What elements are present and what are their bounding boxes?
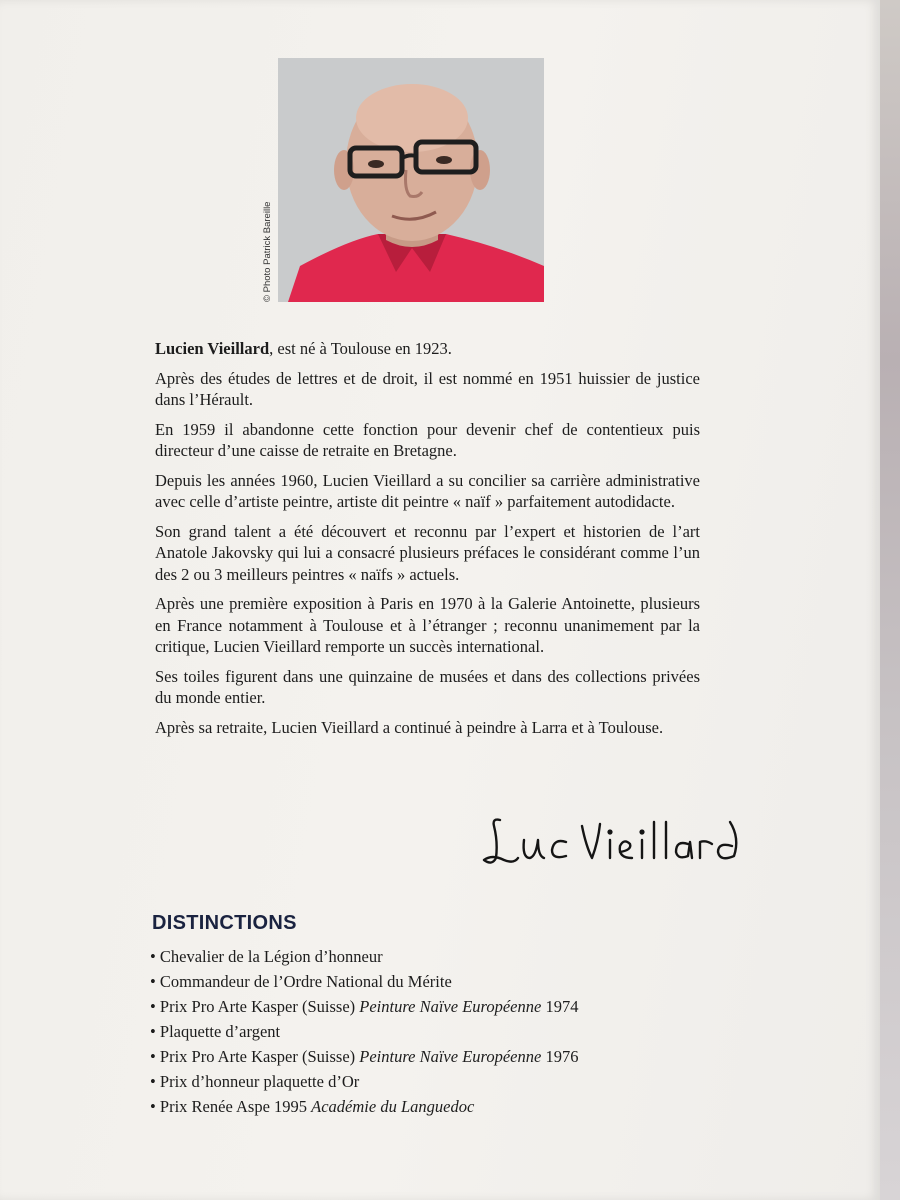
bio-paragraph: Après sa retraite, Lucien Vieillard a continué à peindre à Larra et à Toulouse. (155, 717, 664, 737)
distinction-item: • Chevalier de la Légion d’honneur (150, 944, 578, 969)
distinction-item: • Plaquette d’argent (150, 1019, 578, 1044)
bio-intro-text: , est né à Toulouse en 1923. (269, 339, 452, 358)
biography (155, 338, 700, 746)
distinctions-title: DISTINCTIONS (152, 912, 297, 934)
background-edge (878, 0, 900, 1200)
bio-paragraph: Son grand talent a été découvert et reconnu par l’expert et historien de l’art Anatole Jakovsky qui lui a consacré plusieurs préfaces le considérant comme l’un des 2 ou 3 meilleurs peintres « naïfs » actuels. (155, 521, 700, 584)
distinction-item: • Prix Renée Aspe 1995 Académie du Languedoc (150, 1094, 578, 1119)
bio-paragraph: En 1959 il abandonne cette fonction pour devenir chef de contentieux puis directeur d’une caisse de retraite en Bretagne. (155, 419, 700, 460)
distinctions-list (150, 944, 578, 1119)
portrait-illustration (278, 58, 544, 302)
distinction-item: • Prix d’honneur plaquette d’Or (150, 1069, 578, 1094)
bio-intro (155, 338, 700, 360)
bio-paragraph: Après des études de lettres et de droit, il est nommé en 1951 huissier de justice dans l’Hérault. (155, 368, 700, 409)
bio-paragraph: Après une première exposition à Paris en 1970 à la Galerie Antoinette, plusieurs en France notamment à Toulouse et à l’étranger ; reconnu unanimement par la critique, Lucien Vieillard remporte un succès international. (155, 594, 700, 656)
distinction-item: • Prix Pro Arte Kasper (Suisse) Peinture Naïve Européenne 1974 (150, 994, 578, 1019)
distinction-item: • Commandeur de l’Ordre National du Mérite (150, 969, 578, 994)
bio-name: Lucien Vieillard (155, 339, 270, 358)
signature (478, 812, 748, 872)
distinction-item: • Prix Pro Arte Kasper (Suisse) Peinture Naïve Européenne 1976 (150, 1044, 578, 1069)
photo-credit: © Photo Patrick Bareille (262, 201, 273, 302)
bio-paragraph: Ses toiles figurent dans une quinzaine de musées et dans des collections privées du monde entier. (155, 666, 700, 707)
bio-paragraph: Depuis les années 1960, Lucien Vieillard a su concilier sa carrière administrative avec celle d’artiste peintre, artiste dit peintre « naïf » parfaitement autodidacte. (155, 470, 700, 511)
portrait-photo (278, 58, 544, 302)
